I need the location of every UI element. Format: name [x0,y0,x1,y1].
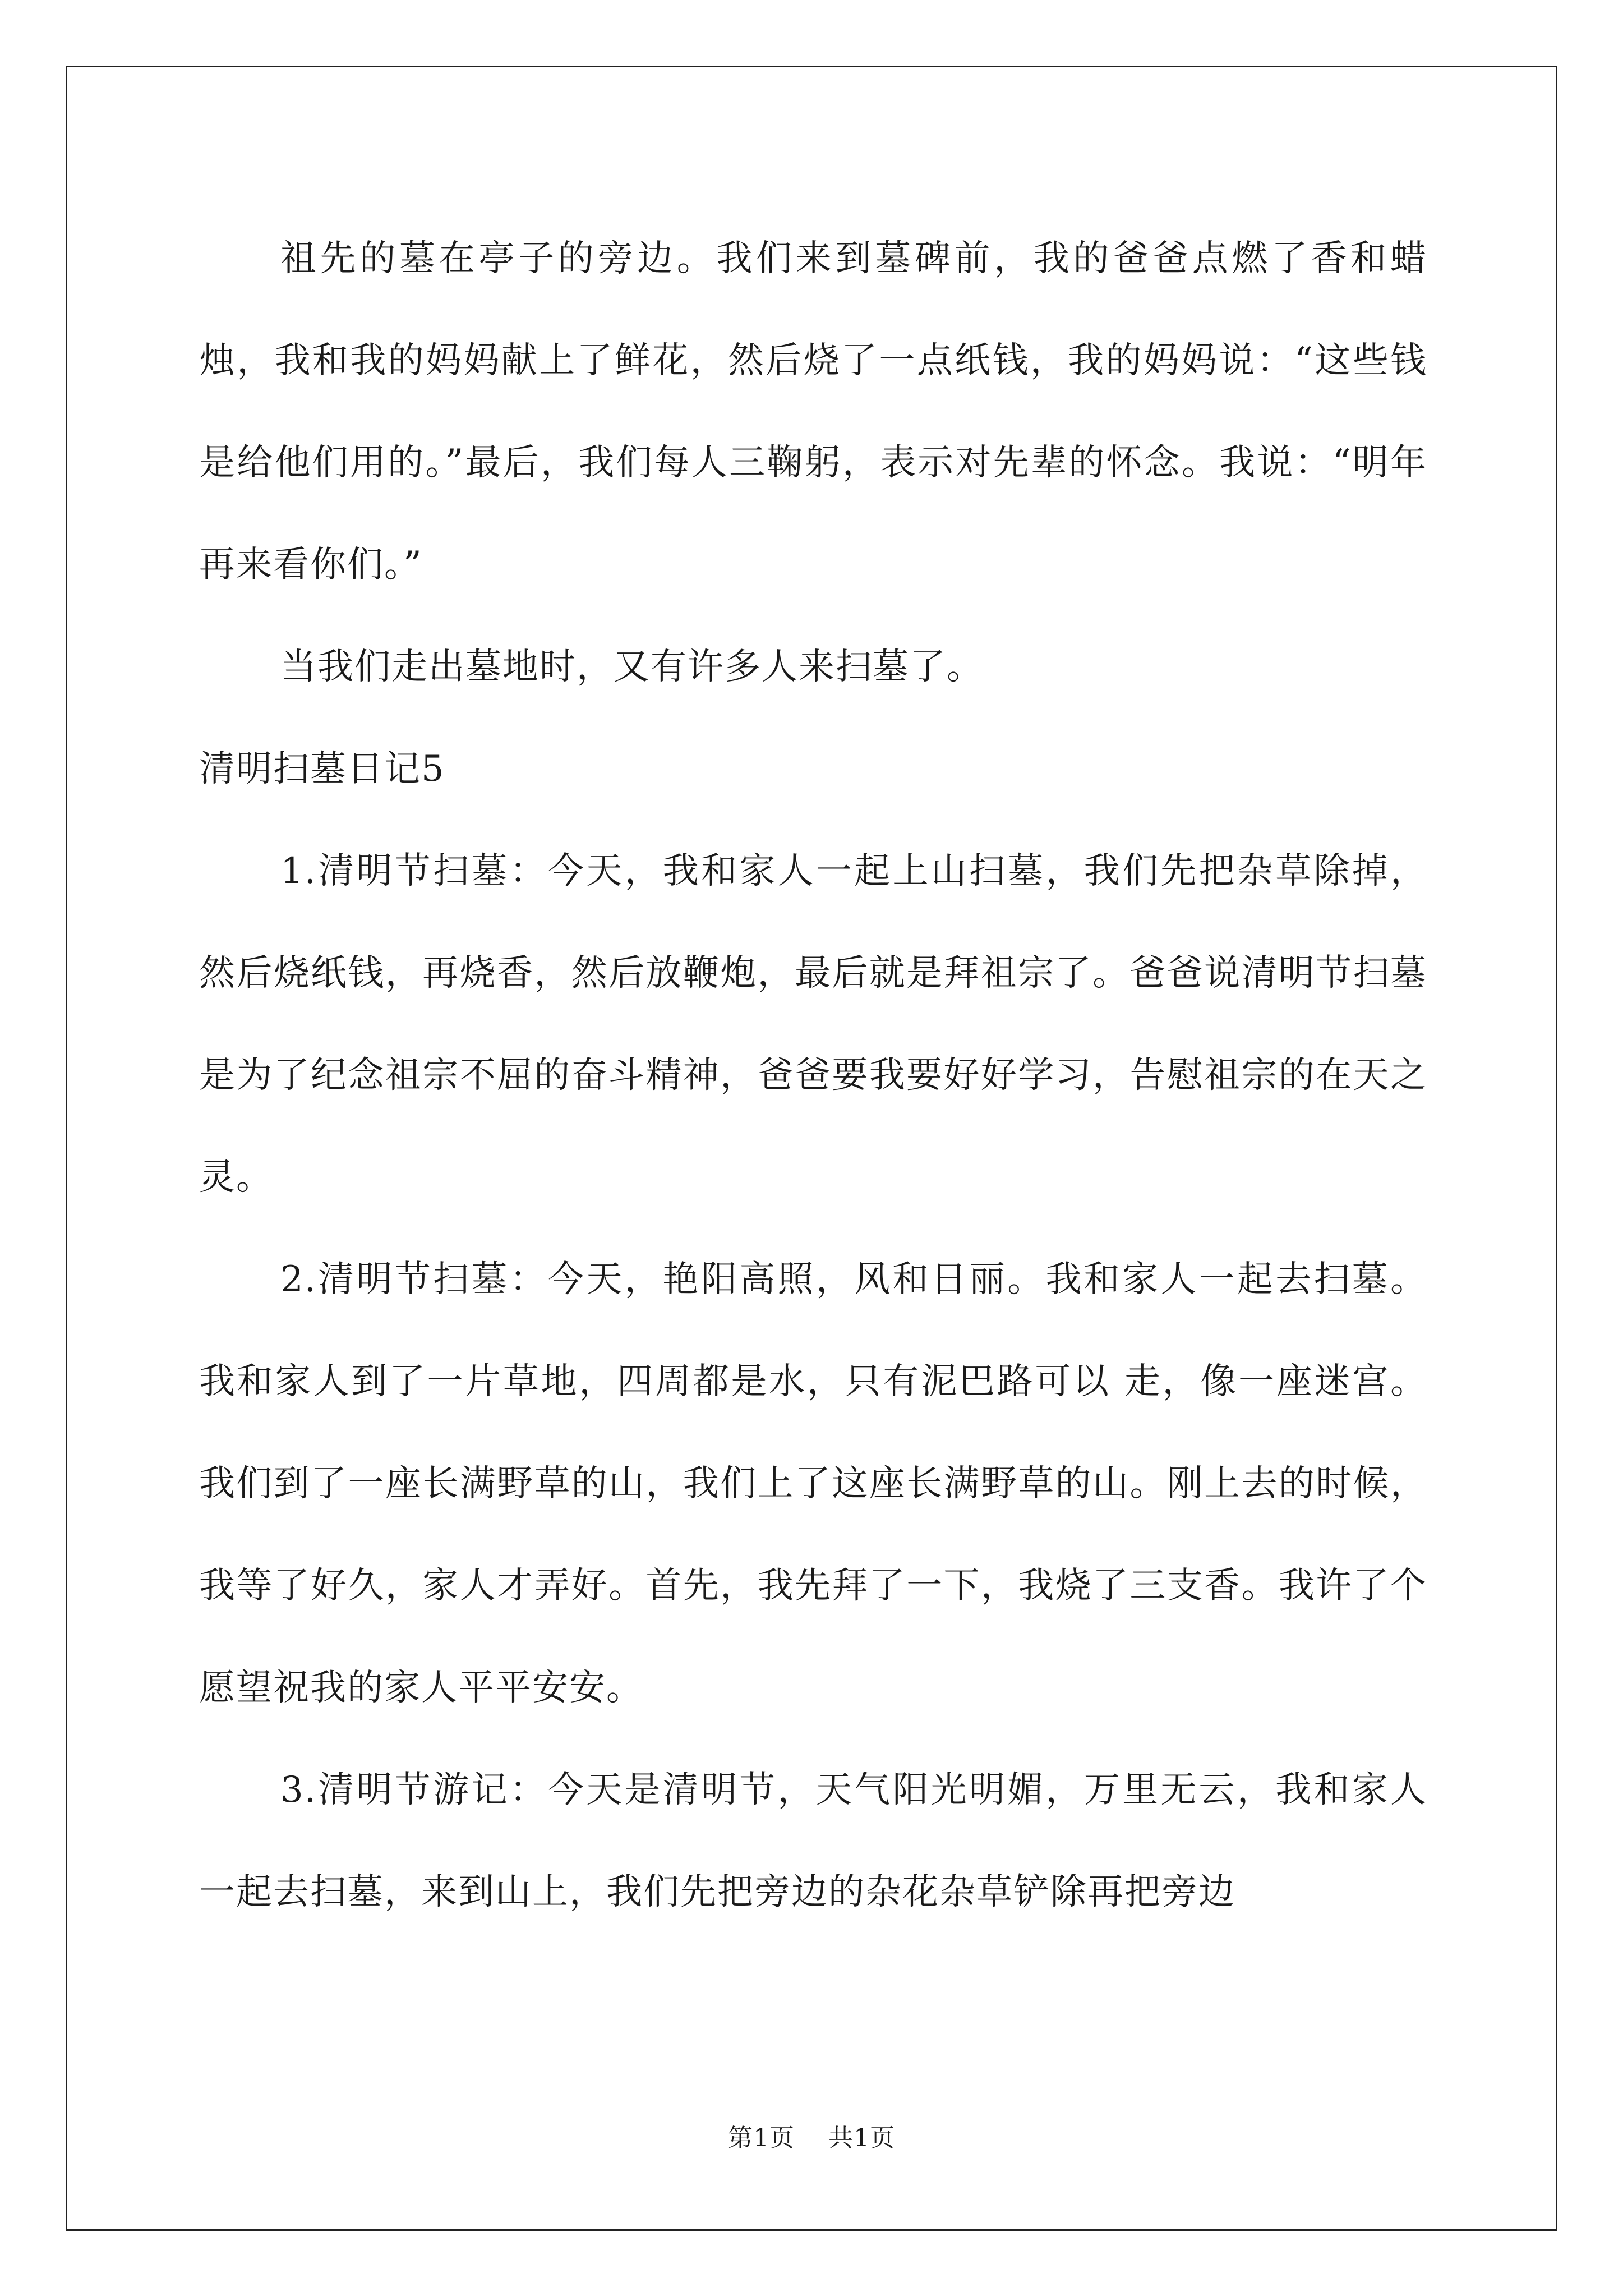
paragraph: 1.清明节扫墓：今天，我和家人一起上山扫墓，我们先把杂草除掉，然后烧纸钱，再烧香，然后放鞭炮，最后就是拜祖宗了。爸爸说清明节扫墓是为了纪念祖宗不屈的奋斗精神，爸爸要我要好好学习，告慰祖宗的在天之灵。 [199,850,1427,1198]
page-footer [0,2122,1623,2155]
page-number: 第1页 [728,2124,795,2152]
paragraph: 祖先的墓在亭子的旁边。我们来到墓碑前，我的爸爸点燃了香和蜡烛，我和我的妈妈献上了鲜花，然后烧了一点纸钱，我的妈妈说：“这些钱是给他们用的。”最后，我们每人三鞠躬，表示对先辈的怀念。我说：“明年再来看你们。” [199,238,1427,586]
paragraph: 3.清明节游记：今天是清明节，天气阳光明媚，万里无云，我和家人一起去扫墓，来到山上，我们先把旁边的杂花杂草铲除再把旁边 [199,1769,1427,1913]
document-body [199,208,1427,1943]
paragraph: 当我们走出墓地时，又有许多人来扫墓了。 [280,646,984,688]
section-heading: 清明扫墓日记5 [199,748,445,790]
paragraph: 2.清明节扫墓：今天，艳阳高照，风和日丽。我和家人一起去扫墓。我和家人到了一片草地，四周都是水，只有泥巴路可以 走，像一座迷宫。我们到了一座长满野草的山，我们上了这座长满野草的山。刚上去的时候，我等了好久，家人才弄好。首先，我先拜了一下，我烧了三支香。我许了个愿望祝我的家人平平安安。 [199,1259,1427,1709]
page-total: 共1页 [828,2124,895,2152]
